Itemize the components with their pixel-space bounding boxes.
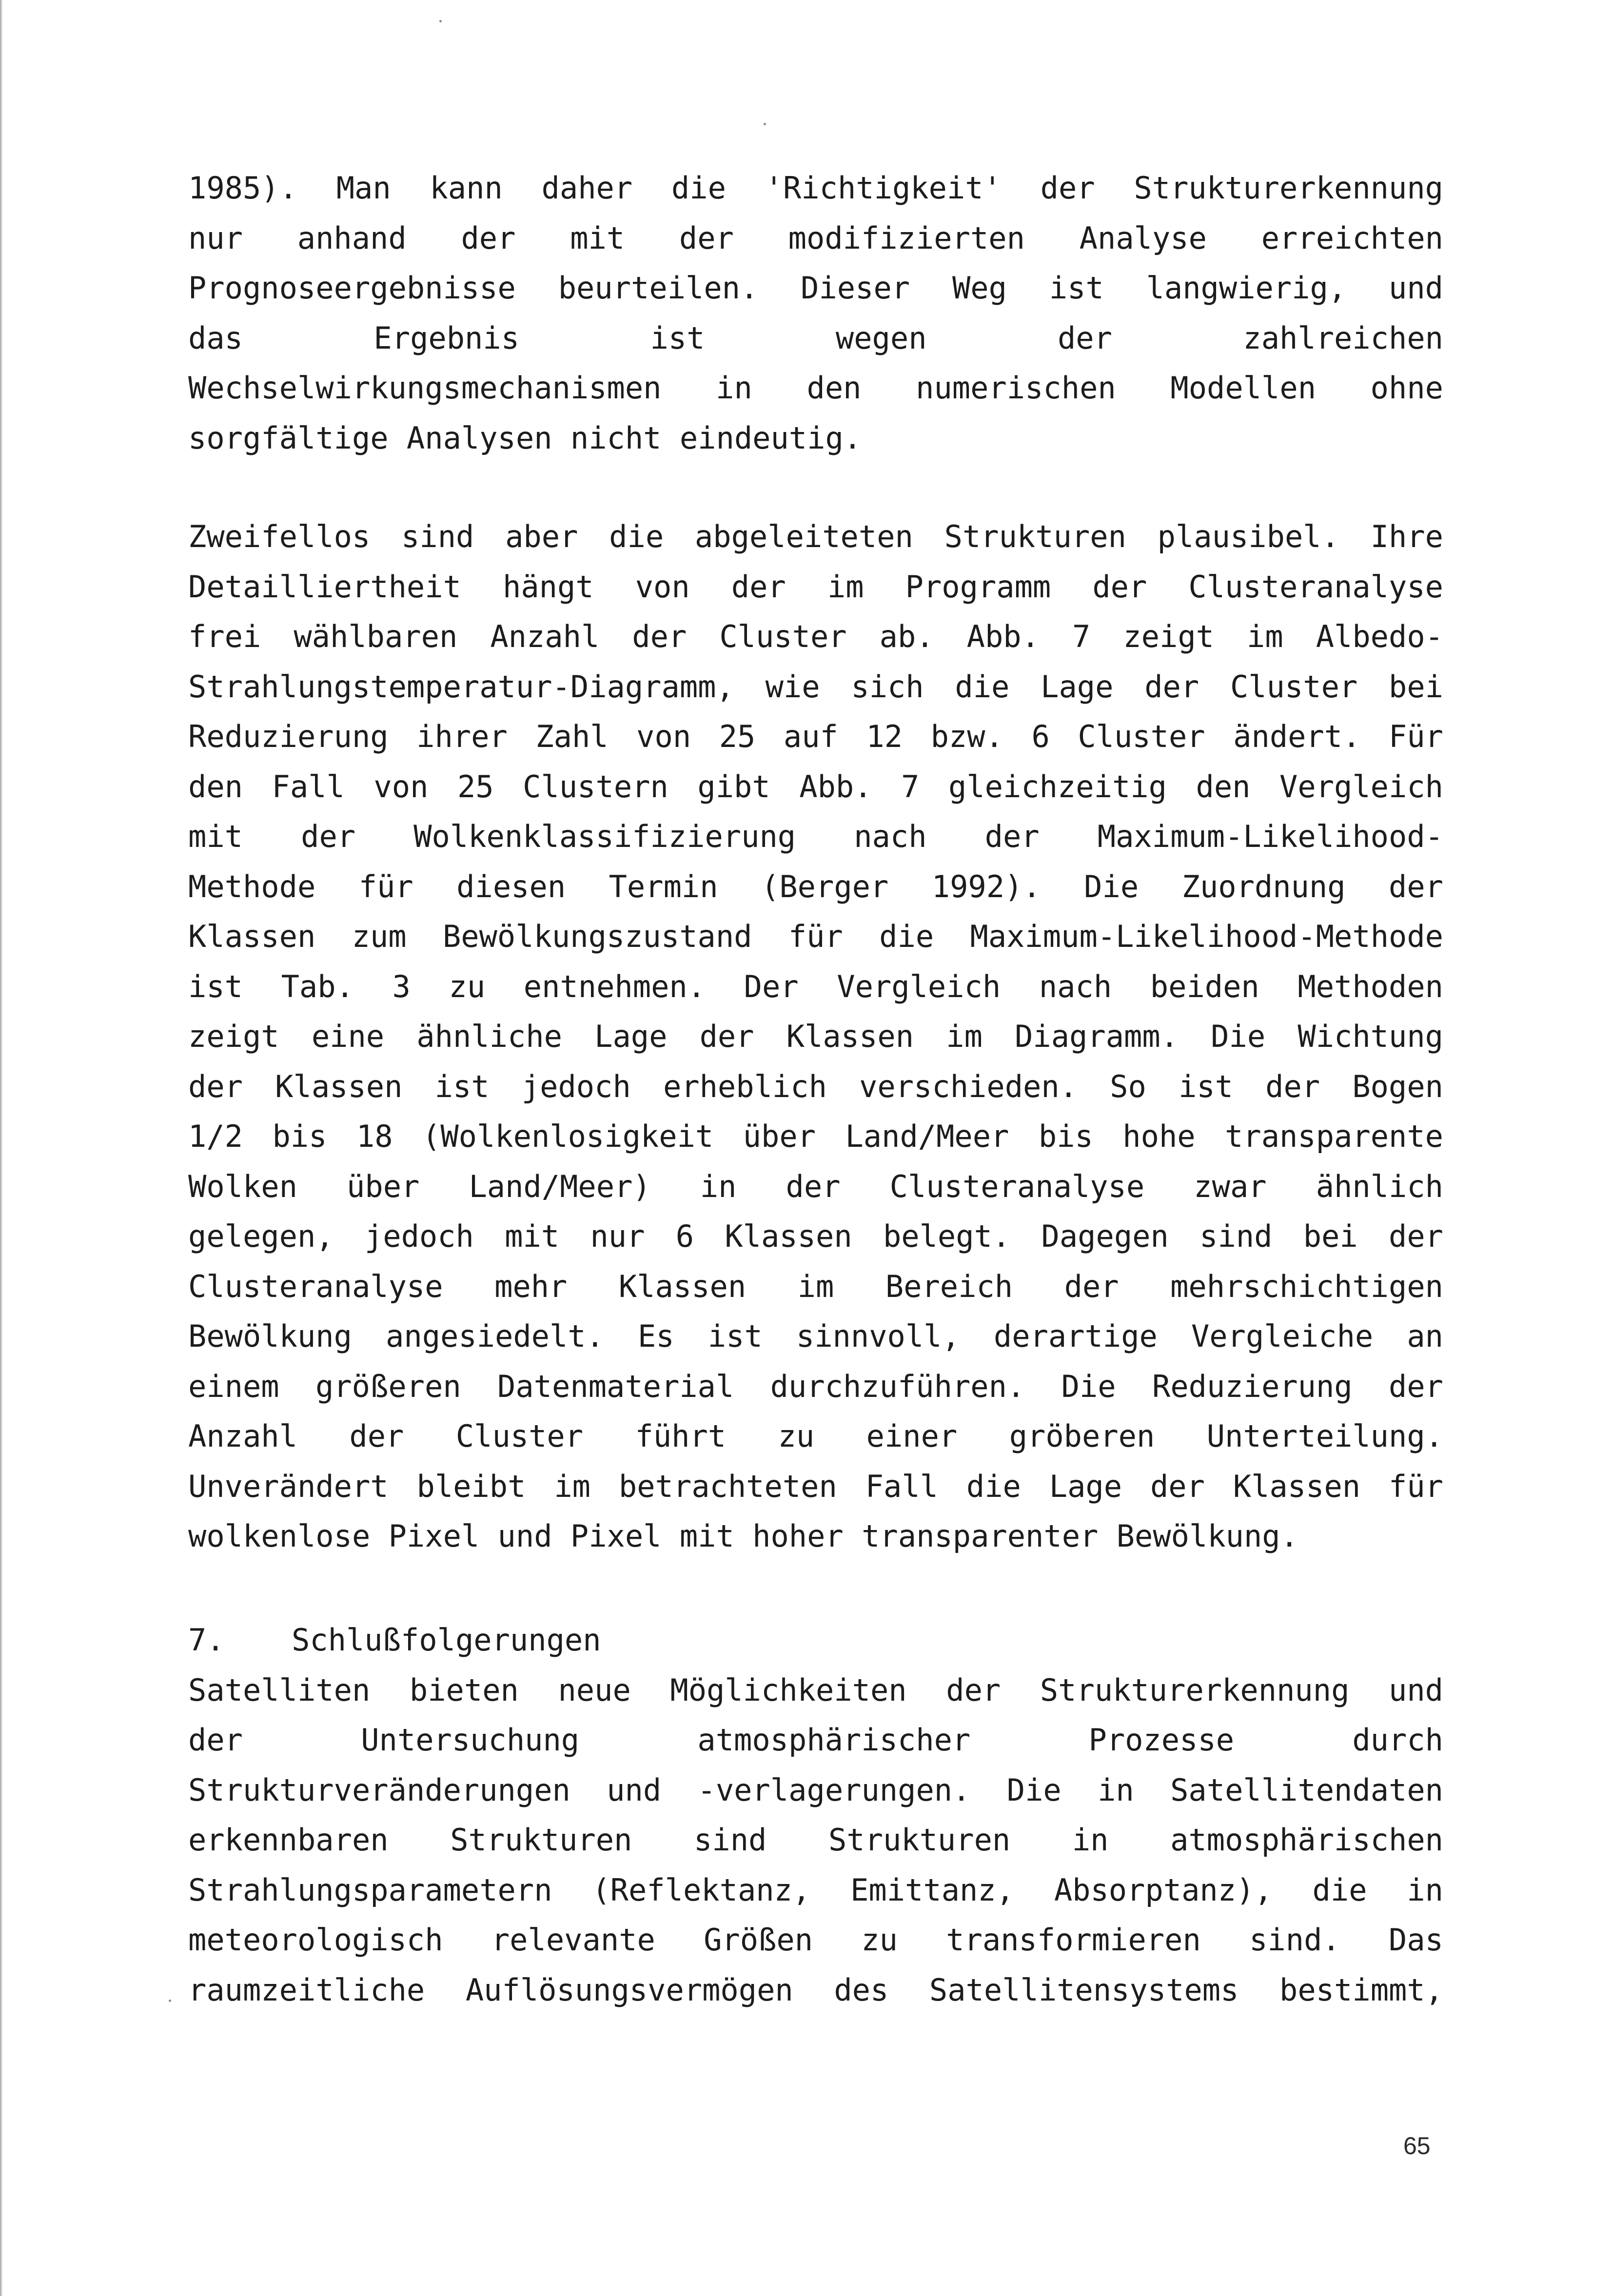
text-line: der Untersuchung atmosphärischer Prozesse durch — [188, 1722, 1443, 1758]
text-line: Clusteranalyse mehr Klassen im Bereich der mehrschichtigen — [188, 1268, 1443, 1304]
text-line: 1/2 bis 18 (Wolkenlosigkeit über Land/Meer bis hohe transparente — [188, 1119, 1443, 1154]
text-line: Unverändert bleibt im betrachteten Fall die Lage der Klassen für — [188, 1468, 1443, 1504]
scan-speck — [764, 123, 766, 125]
text-line: Anzahl der Cluster führt zu einer gröberen Unterteilung. — [188, 1418, 1443, 1454]
text-line: einem größeren Datenmaterial durchzuführen. Die Reduzierung der — [188, 1368, 1443, 1404]
paragraph-1 — [188, 163, 1443, 463]
text-line: sorgfältige Analysen nicht eindeutig. — [188, 420, 862, 456]
text-line: Bewölkung angesiedelt. Es ist sinnvoll, derartige Vergleiche an — [188, 1318, 1443, 1354]
text-line: Wolken über Land/Meer) in der Clusteranalyse zwar ähnlich — [188, 1168, 1443, 1204]
text-line: Satelliten bieten neue Möglichkeiten der Strukturerkennung und — [188, 1672, 1443, 1708]
text-line: das Ergebnis ist wegen der zahlreichen — [188, 320, 1443, 356]
text-line: frei wählbaren Anzahl der Cluster ab. Abb. 7 zeigt im Albedo- — [188, 619, 1443, 654]
text-line: erkennbaren Strukturen sind Strukturen in atmosphärischen — [188, 1822, 1443, 1858]
page-number: 65 — [1403, 2132, 1431, 2159]
scan-page-edge — [0, 0, 3, 2296]
text-line: Zweifellos sind aber die abgeleiteten Strukturen plausibel. Ihre — [188, 519, 1443, 554]
text-line: Detailliertheit hängt von der im Programm der Clusteranalyse — [188, 569, 1443, 605]
text-line: Strahlungstemperatur-Diagramm, wie sich die Lage der Cluster bei — [188, 668, 1443, 705]
text-line: Strahlungsparametern (Reflektanz, Emittanz, Absorptanz), die in — [188, 1872, 1443, 1908]
text-line: Prognoseergebnisse beurteilen. Dieser Weg ist langwierig, und — [188, 270, 1443, 306]
text-line: Reduzierung ihrer Zahl von 25 auf 12 bzw. 6 Cluster ändert. Für — [188, 719, 1443, 754]
text-line: der Klassen ist jedoch erheblich verschieden. So ist der Bogen — [188, 1068, 1443, 1104]
text-line: Klassen zum Bewölkungszustand für die Maximum-Likelihood-Methode — [188, 919, 1443, 954]
section-title: Schlußfolgerungen — [292, 1622, 601, 1658]
section-number: 7. — [188, 1622, 225, 1658]
text-line: meteorologisch relevante Größen zu transformieren sind. Das — [188, 1922, 1443, 1958]
text-line: Strukturveränderungen und -verlagerungen. Die in Satellitendaten — [188, 1772, 1443, 1808]
paragraph-2 — [188, 512, 1443, 1562]
text-line: Methode für diesen Termin (Berger 1992). Die Zuordnung der — [188, 868, 1443, 904]
section-heading — [188, 1615, 1443, 1666]
text-line: wolkenlose Pixel und Pixel mit hoher transparenter Bewölkung. — [188, 1518, 1298, 1554]
text-line: ist Tab. 3 zu entnehmen. Der Vergleich nach beiden Methoden — [188, 968, 1443, 1004]
scan-speck — [169, 2000, 171, 2002]
text-line: gelegen, jedoch mit nur 6 Klassen belegt. Dagegen sind bei der — [188, 1218, 1443, 1254]
text-line: raumzeitliche Auflösungsvermögen des Satellitensystems bestimmt, — [188, 1972, 1443, 2008]
text-line: mit der Wolkenklassifizierung nach der Maximum-Likelihood- — [188, 819, 1443, 854]
scan-speck — [439, 20, 442, 22]
text-line: nur anhand der mit der modifizierten Analyse erreichten — [188, 220, 1443, 256]
text-line: Wechselwirkungsmechanismen in den numerischen Modellen ohne — [188, 370, 1443, 406]
section-7 — [188, 1615, 1443, 2015]
text-line: den Fall von 25 Clustern gibt Abb. 7 gleichzeitig den Vergleich — [188, 768, 1443, 805]
text-line: zeigt eine ähnliche Lage der Klassen im Diagramm. Die Wichtung — [188, 1019, 1443, 1054]
text-line: 1985). Man kann daher die 'Richtigkeit' der Strukturerkennung — [188, 170, 1443, 206]
